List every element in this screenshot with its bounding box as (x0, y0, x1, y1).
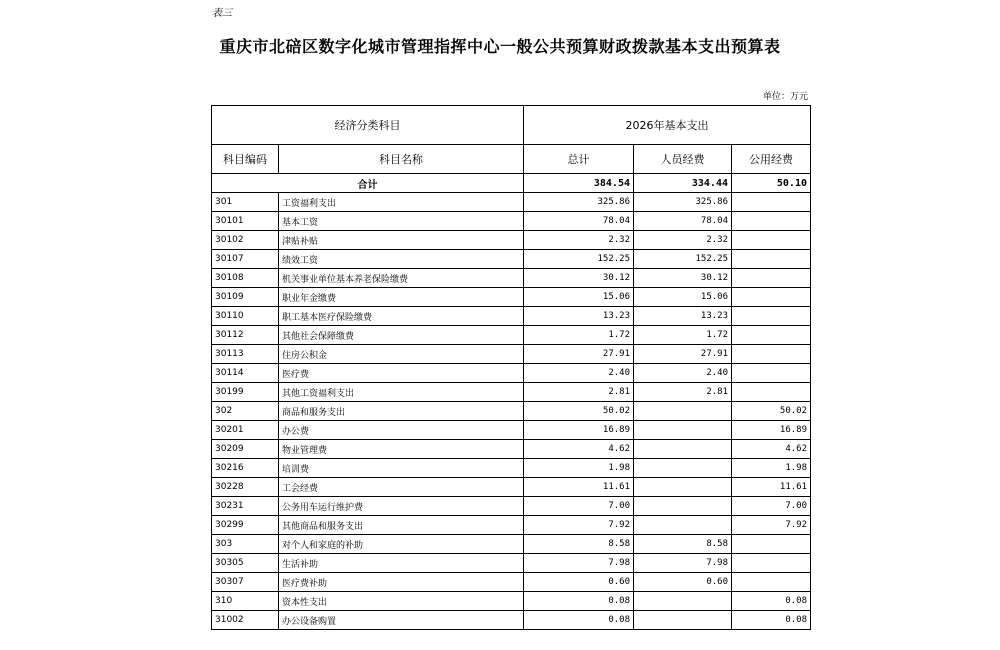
row-subject-code: 30114 (212, 364, 279, 383)
row-subject-code: 30110 (212, 307, 279, 326)
row-subject-name: 培训费 (279, 459, 524, 478)
row-public-expense: 11.61 (732, 478, 811, 497)
row-subject-code: 30102 (212, 231, 279, 250)
row-personnel-expense: 7.98 (634, 554, 732, 573)
row-subject-name: 资本性支出 (279, 592, 524, 611)
row-total: 325.86 (524, 193, 634, 212)
row-subject-code: 30113 (212, 345, 279, 364)
row-subject-name: 医疗费补助 (279, 573, 524, 592)
row-personnel-expense: 2.81 (634, 383, 732, 402)
document-title: 重庆市北碚区数字化城市管理指挥中心一般公共预算财政拨款基本支出预算表 (219, 37, 781, 56)
row-total: 7.00 (524, 497, 634, 516)
table-row (212, 554, 811, 573)
row-public-expense (732, 307, 811, 326)
row-total: 15.06 (524, 288, 634, 307)
total-row (212, 174, 811, 193)
row-total: 0.60 (524, 573, 634, 592)
row-public-expense (732, 269, 811, 288)
row-total: 8.58 (524, 535, 634, 554)
row-public-expense (732, 250, 811, 269)
row-subject-name: 其他商品和服务支出 (279, 516, 524, 535)
table-row (212, 573, 811, 592)
row-subject-name: 职业年金缴费 (279, 288, 524, 307)
row-public-expense (732, 288, 811, 307)
header-personnel-expense: 人员经费 (634, 145, 732, 174)
row-subject-name: 医疗费 (279, 364, 524, 383)
total-total: 384.54 (524, 174, 634, 193)
row-subject-code: 30209 (212, 440, 279, 459)
row-personnel-expense (634, 402, 732, 421)
row-total: 7.92 (524, 516, 634, 535)
header-total: 总计 (524, 145, 634, 174)
row-personnel-expense: 325.86 (634, 193, 732, 212)
row-public-expense: 4.62 (732, 440, 811, 459)
table-row (212, 611, 811, 630)
total-personnel: 334.44 (634, 174, 732, 193)
row-subject-name: 公务用车运行维护费 (279, 497, 524, 516)
table-row (212, 421, 811, 440)
row-subject-code: 30307 (212, 573, 279, 592)
header-subject-code: 科目编码 (212, 145, 279, 174)
row-public-expense: 0.08 (732, 611, 811, 630)
row-subject-name: 办公费 (279, 421, 524, 440)
row-public-expense (732, 193, 811, 212)
row-public-expense: 0.08 (732, 592, 811, 611)
row-subject-code: 30231 (212, 497, 279, 516)
row-public-expense (732, 535, 811, 554)
row-personnel-expense: 8.58 (634, 535, 732, 554)
table-row (212, 440, 811, 459)
row-subject-name: 住房公积金 (279, 345, 524, 364)
header-row-columns (212, 145, 811, 174)
row-subject-name: 绩效工资 (279, 250, 524, 269)
header-subject-name: 科目名称 (279, 145, 524, 174)
total-public: 50.10 (732, 174, 811, 193)
table-row (212, 345, 811, 364)
row-personnel-expense (634, 592, 732, 611)
row-total: 13.23 (524, 307, 634, 326)
row-total: 11.61 (524, 478, 634, 497)
row-personnel-expense: 2.32 (634, 231, 732, 250)
row-personnel-expense: 2.40 (634, 364, 732, 383)
row-subject-name: 生活补助 (279, 554, 524, 573)
row-public-expense: 16.89 (732, 421, 811, 440)
row-public-expense: 1.98 (732, 459, 811, 478)
row-personnel-expense: 1.72 (634, 326, 732, 345)
row-public-expense: 7.00 (732, 497, 811, 516)
row-subject-name: 职工基本医疗保险缴费 (279, 307, 524, 326)
row-personnel-expense (634, 478, 732, 497)
row-subject-code: 30108 (212, 269, 279, 288)
row-personnel-expense (634, 440, 732, 459)
row-public-expense: 7.92 (732, 516, 811, 535)
row-subject-code: 30109 (212, 288, 279, 307)
table-row (212, 231, 811, 250)
row-total: 7.98 (524, 554, 634, 573)
row-personnel-expense: 152.25 (634, 250, 732, 269)
header-row-group (212, 106, 811, 145)
row-public-expense (732, 212, 811, 231)
row-personnel-expense: 0.60 (634, 573, 732, 592)
row-personnel-expense (634, 497, 732, 516)
row-public-expense (732, 573, 811, 592)
row-subject-code: 303 (212, 535, 279, 554)
table-row (212, 402, 811, 421)
table-number-note: 表三 (212, 8, 232, 19)
row-total: 0.08 (524, 611, 634, 630)
table-row (212, 383, 811, 402)
row-public-expense (732, 364, 811, 383)
row-personnel-expense: 30.12 (634, 269, 732, 288)
row-subject-name: 商品和服务支出 (279, 402, 524, 421)
row-subject-code: 30101 (212, 212, 279, 231)
row-total: 4.62 (524, 440, 634, 459)
row-subject-code: 30112 (212, 326, 279, 345)
header-public-expense: 公用经费 (732, 145, 811, 174)
table-row (212, 288, 811, 307)
row-personnel-expense (634, 459, 732, 478)
row-public-expense (732, 554, 811, 573)
row-subject-name: 机关事业单位基本养老保险缴费 (279, 269, 524, 288)
row-subject-name: 其他社会保障缴费 (279, 326, 524, 345)
table-row (212, 459, 811, 478)
table-row (212, 516, 811, 535)
row-subject-name: 其他工资福利支出 (279, 383, 524, 402)
row-subject-code: 30201 (212, 421, 279, 440)
row-subject-name: 办公设备购置 (279, 611, 524, 630)
row-total: 50.02 (524, 402, 634, 421)
row-total: 30.12 (524, 269, 634, 288)
row-subject-code: 30199 (212, 383, 279, 402)
row-total: 2.40 (524, 364, 634, 383)
table-row (212, 193, 811, 212)
row-public-expense (732, 326, 811, 345)
row-subject-code: 301 (212, 193, 279, 212)
header-basic-expenditure-2026: 2026年基本支出 (524, 106, 811, 145)
row-personnel-expense: 27.91 (634, 345, 732, 364)
row-personnel-expense (634, 516, 732, 535)
row-total: 0.08 (524, 592, 634, 611)
row-subject-name: 基本工资 (279, 212, 524, 231)
row-subject-name: 津贴补贴 (279, 231, 524, 250)
row-subject-name: 工会经费 (279, 478, 524, 497)
row-total: 16.89 (524, 421, 634, 440)
table-row (212, 212, 811, 231)
table-row (212, 535, 811, 554)
row-public-expense: 50.02 (732, 402, 811, 421)
table-row (212, 269, 811, 288)
row-subject-name: 对个人和家庭的补助 (279, 535, 524, 554)
row-public-expense (732, 231, 811, 250)
row-personnel-expense: 78.04 (634, 212, 732, 231)
row-total: 2.81 (524, 383, 634, 402)
row-subject-code: 302 (212, 402, 279, 421)
row-subject-code: 30107 (212, 250, 279, 269)
row-public-expense (732, 345, 811, 364)
row-subject-name: 工资福利支出 (279, 193, 524, 212)
row-personnel-expense: 15.06 (634, 288, 732, 307)
row-subject-name: 物业管理费 (279, 440, 524, 459)
row-subject-code: 310 (212, 592, 279, 611)
table-row (212, 364, 811, 383)
budget-table (211, 105, 811, 630)
row-total: 27.91 (524, 345, 634, 364)
row-public-expense (732, 383, 811, 402)
row-total: 78.04 (524, 212, 634, 231)
header-econ-classification: 经济分类科目 (212, 106, 524, 145)
row-subject-code: 30228 (212, 478, 279, 497)
row-personnel-expense (634, 611, 732, 630)
table-row (212, 326, 811, 345)
row-total: 1.98 (524, 459, 634, 478)
row-total: 1.72 (524, 326, 634, 345)
row-subject-code: 30299 (212, 516, 279, 535)
row-subject-code: 31002 (212, 611, 279, 630)
row-personnel-expense (634, 421, 732, 440)
table-row (212, 497, 811, 516)
table-row (212, 478, 811, 497)
row-subject-code: 30216 (212, 459, 279, 478)
unit-label: 单位：万元 (762, 92, 808, 102)
row-total: 2.32 (524, 231, 634, 250)
table-row (212, 250, 811, 269)
row-subject-code: 30305 (212, 554, 279, 573)
row-total: 152.25 (524, 250, 634, 269)
total-label: 合计 (212, 174, 524, 193)
table-row (212, 592, 811, 611)
table-row (212, 307, 811, 326)
row-personnel-expense: 13.23 (634, 307, 732, 326)
